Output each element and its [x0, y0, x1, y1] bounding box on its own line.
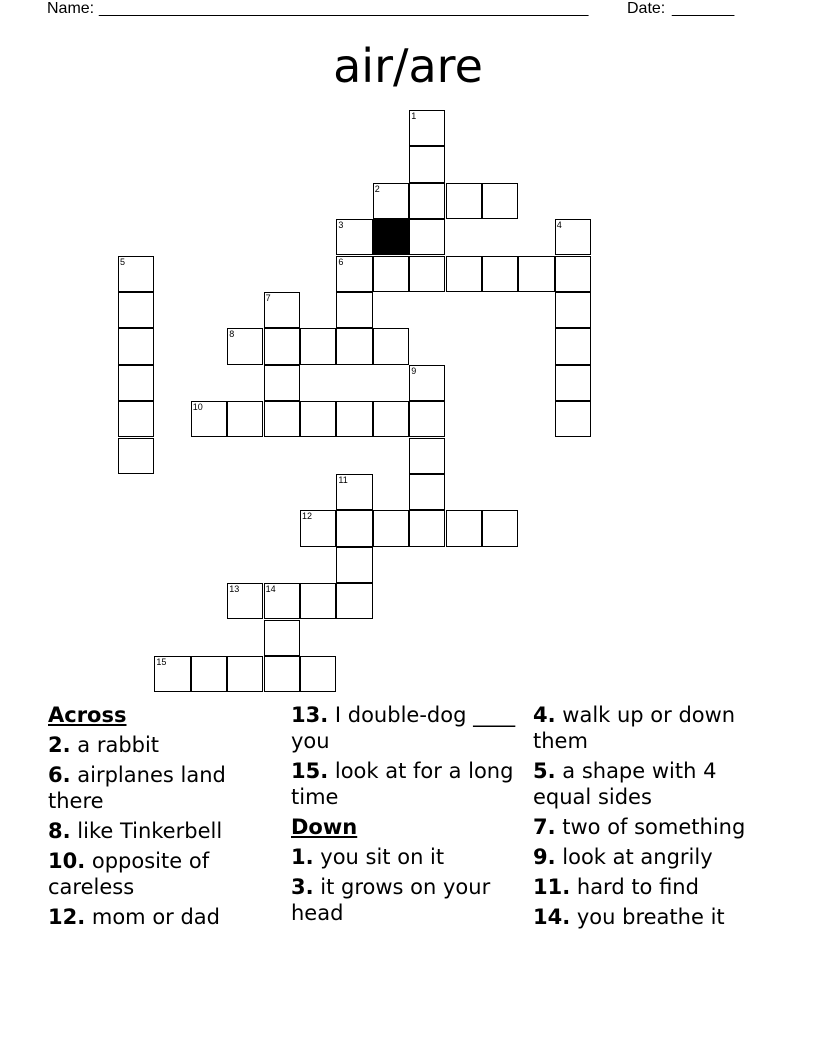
clue-number: 12. — [48, 905, 86, 929]
date-label: Date: — [627, 0, 666, 17]
clue — [291, 702, 523, 754]
clue-text: two of something — [555, 815, 746, 839]
clue-text: it grows on your head — [291, 875, 491, 925]
grid-cell[interactable] — [409, 474, 445, 510]
grid-cell[interactable] — [227, 328, 263, 364]
cell-number: 9 — [411, 365, 417, 376]
clue — [533, 874, 773, 900]
grid-cell[interactable] — [336, 292, 372, 328]
cell-number: 2 — [374, 183, 380, 194]
clue-text: look at for a long time — [291, 759, 514, 809]
black-cell — [373, 219, 409, 255]
clue-number: 15. — [291, 759, 329, 783]
grid-cell[interactable] — [336, 219, 372, 255]
grid-cell[interactable] — [555, 328, 591, 364]
clue-column-2 — [291, 702, 523, 930]
clue-text: mom or dad — [85, 905, 221, 929]
grid-cell[interactable] — [191, 401, 227, 437]
clue-number: 10. — [48, 849, 86, 873]
grid-cell[interactable] — [446, 183, 482, 219]
cell-number: 4 — [556, 220, 562, 231]
grid-cell[interactable] — [264, 328, 300, 364]
grid-cell[interactable] — [555, 256, 591, 292]
clue — [291, 844, 523, 870]
clue-number: 3. — [291, 875, 314, 899]
grid-cell[interactable] — [264, 656, 300, 692]
grid-cell[interactable] — [446, 510, 482, 546]
clue-text: opposite of careless — [48, 849, 210, 899]
clue-number: 2. — [48, 733, 71, 757]
grid-cell[interactable] — [373, 328, 409, 364]
grid-cell[interactable] — [118, 256, 154, 292]
grid-cell[interactable] — [373, 510, 409, 546]
name-label: Name: — [47, 0, 95, 17]
cell-number: 8 — [229, 329, 235, 340]
clue-text: a rabbit — [70, 733, 160, 757]
grid-cell[interactable] — [482, 510, 518, 546]
grid-cell[interactable] — [555, 365, 591, 401]
grid-cell[interactable] — [373, 401, 409, 437]
clue — [48, 762, 280, 814]
grid-cell[interactable] — [300, 510, 336, 546]
grid-cell[interactable] — [118, 292, 154, 328]
grid-cell[interactable] — [482, 256, 518, 292]
grid-cell[interactable] — [264, 365, 300, 401]
grid-cell[interactable] — [118, 438, 154, 474]
grid-cell[interactable] — [409, 256, 445, 292]
clue-text: airplanes land there — [48, 763, 226, 813]
grid-cell[interactable] — [336, 474, 372, 510]
cell-number: 12 — [302, 511, 313, 522]
date-line[interactable]: _______ — [672, 0, 735, 17]
cell-number: 7 — [265, 293, 271, 303]
clue — [533, 844, 773, 870]
clue — [291, 758, 523, 810]
cell-number: 1 — [411, 111, 417, 121]
grid-cell[interactable] — [409, 510, 445, 546]
clue-number: 6. — [48, 763, 71, 787]
clue-number: 9. — [533, 845, 556, 869]
clue-text: you sit on it — [313, 845, 445, 869]
down-heading: Down — [291, 815, 358, 839]
cell-number: 3 — [338, 220, 344, 231]
grid-cell[interactable] — [336, 401, 372, 437]
grid-cell[interactable] — [118, 365, 154, 401]
grid-cell[interactable] — [264, 620, 300, 656]
cell-number: 10 — [192, 402, 203, 413]
grid-cell[interactable] — [409, 110, 445, 146]
grid-cell[interactable] — [336, 510, 372, 546]
grid-cell[interactable] — [191, 656, 227, 692]
cell-number: 11 — [338, 475, 348, 485]
clue — [533, 814, 773, 840]
grid-cell[interactable] — [409, 438, 445, 474]
grid-cell[interactable] — [227, 656, 263, 692]
clue-column-3 — [533, 702, 773, 934]
clue — [533, 904, 773, 930]
clue-text: walk up or down them — [533, 703, 736, 753]
grid-cell[interactable] — [373, 256, 409, 292]
clue-number: 13. — [291, 703, 329, 727]
grid-cell[interactable] — [300, 583, 336, 619]
clue-text: hard to find — [570, 875, 699, 899]
clue — [48, 732, 280, 758]
clue-text: I double-dog ____ you — [291, 703, 516, 753]
grid-cell[interactable] — [154, 656, 190, 692]
clue-column-1 — [48, 702, 280, 934]
clue — [48, 848, 280, 900]
grid-cell[interactable] — [555, 219, 591, 255]
cell-number: 15 — [156, 657, 167, 667]
grid-cell[interactable] — [555, 292, 591, 328]
cell-number: 14 — [265, 584, 276, 595]
grid-cell[interactable] — [409, 146, 445, 182]
clue — [48, 818, 280, 844]
grid-cell[interactable] — [300, 328, 336, 364]
cell-number: 6 — [338, 256, 344, 267]
clue-text: like Tinkerbell — [70, 819, 223, 843]
page-title: air/are — [333, 39, 483, 93]
clue-number: 5. — [533, 759, 556, 783]
clue-number: 14. — [533, 905, 571, 929]
clue — [48, 904, 280, 930]
grid-cell[interactable] — [264, 401, 300, 437]
grid-cell[interactable] — [300, 401, 336, 437]
grid-cell[interactable] — [264, 583, 300, 619]
grid-cell[interactable] — [118, 328, 154, 364]
clue-number: 7. — [533, 815, 556, 839]
grid-cell[interactable] — [227, 401, 263, 437]
grid-cell[interactable] — [409, 401, 445, 437]
clue-number: 1. — [291, 845, 314, 869]
grid-cell[interactable] — [446, 256, 482, 292]
cell-number: 5 — [120, 256, 126, 267]
clue-text: a shape with 4 equal sides — [533, 759, 717, 809]
grid-cell[interactable] — [409, 183, 445, 219]
clue-number: 11. — [533, 875, 571, 899]
name-line[interactable]: _______________________________________________________ — [99, 0, 589, 17]
clue-text: you breathe it — [570, 905, 725, 929]
grid-cell[interactable] — [518, 256, 554, 292]
grid-cell[interactable] — [336, 256, 372, 292]
grid-cell[interactable] — [336, 547, 372, 583]
grid-cell[interactable] — [264, 292, 300, 328]
grid-cell[interactable] — [118, 401, 154, 437]
grid-cell[interactable] — [336, 583, 372, 619]
cell-number: 13 — [229, 584, 240, 595]
grid-cell[interactable] — [227, 583, 263, 619]
across-heading: Across — [48, 703, 127, 727]
clue — [291, 874, 523, 926]
clue — [533, 758, 773, 810]
grid-cell[interactable] — [300, 656, 336, 692]
grid-cell[interactable] — [373, 183, 409, 219]
grid-cell[interactable] — [409, 219, 445, 255]
clue-number: 8. — [48, 819, 71, 843]
grid-cell[interactable] — [336, 328, 372, 364]
clue-text: look at angrily — [555, 845, 713, 869]
grid-cell[interactable] — [409, 365, 445, 401]
grid-cell[interactable] — [482, 183, 518, 219]
grid-cell[interactable] — [555, 401, 591, 437]
clue — [533, 702, 773, 754]
clue-number: 4. — [533, 703, 556, 727]
